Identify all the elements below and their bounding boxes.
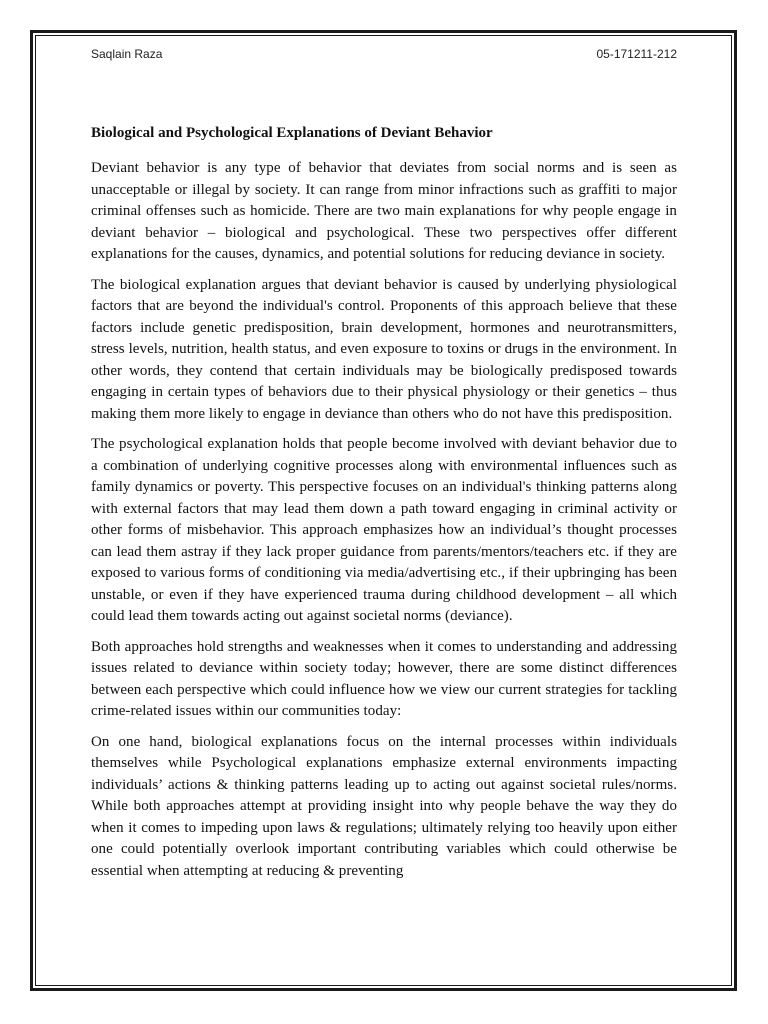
student-id: 05-171211-212	[596, 47, 677, 61]
page-header	[91, 47, 677, 61]
paragraph: The psychological explanation holds that people become involved with deviant behavior due to a combination of underlying cognitive processes along with environmental influences such as family dynamics or poverty. This perspective focuses on an individual's thinking patterns along with external factors that may lead them down a path toward engaging in criminal activity or other forms of misbehavior. This approach emphasizes how an individual’s thought processes can lead them astray if they lack proper guidance from parents/mentors/teachers etc. if they are exposed to various forms of conditioning via media/advertising etc., if their upbringing has been unstable, or even if they have experienced trauma during childhood development – all which could lead them towards acting out against societal norms (deviance).	[91, 436, 677, 624]
document-body	[91, 123, 677, 891]
paragraph: Deviant behavior is any type of behavior that deviates from social norms and is seen as unacceptable or illegal by society. It can range from minor infractions such as graffiti to major criminal offenses such as homicide. There are two main explanations for why people engage in deviant behavior – biological and psychological. These two perspectives offer different explanations for the causes, dynamics, and potential solutions for reducing deviance in society.	[91, 160, 677, 262]
document-title: Biological and Psychological Explanations of Deviant Behavior	[91, 125, 493, 141]
paragraph: Both approaches hold strengths and weaknesses when it comes to understanding and addressing issues related to deviance within society today; however, there are some distinct differences between each perspective which could influence how we view our current strategies for tackling crime-related issues within our communities today:	[91, 638, 677, 719]
paragraph: On one hand, biological explanations focus on the internal processes within individuals themselves while Psychological explanations emphasize external environments impacting individuals’ actions & thinking patterns leading up to acting out against societal rules/norms. While both approaches attempt at providing insight into why people behave the way they do when it comes to impeding upon laws & regulations; ultimately relying too heavily upon either one could potentially overlook important contributing variables which could otherwise be essential when attempting at reducing & preventing	[91, 733, 677, 879]
author-name: Saqlain Raza	[91, 47, 163, 61]
paragraph: The biological explanation argues that deviant behavior is caused by underlying physiological factors that are beyond the individual's control. Proponents of this approach believe that these factors include genetic predisposition, brain development, hormones and neurotransmitters, stress levels, nutrition, health status, and even exposure to toxins or drugs in the environment. In other words, they contend that certain individuals may be biologically predisposed towards engaging in certain types of behaviors due to their physical physiology or their genetics – thus making them more likely to engage in deviance than others who do not have this predisposition.	[91, 276, 677, 422]
